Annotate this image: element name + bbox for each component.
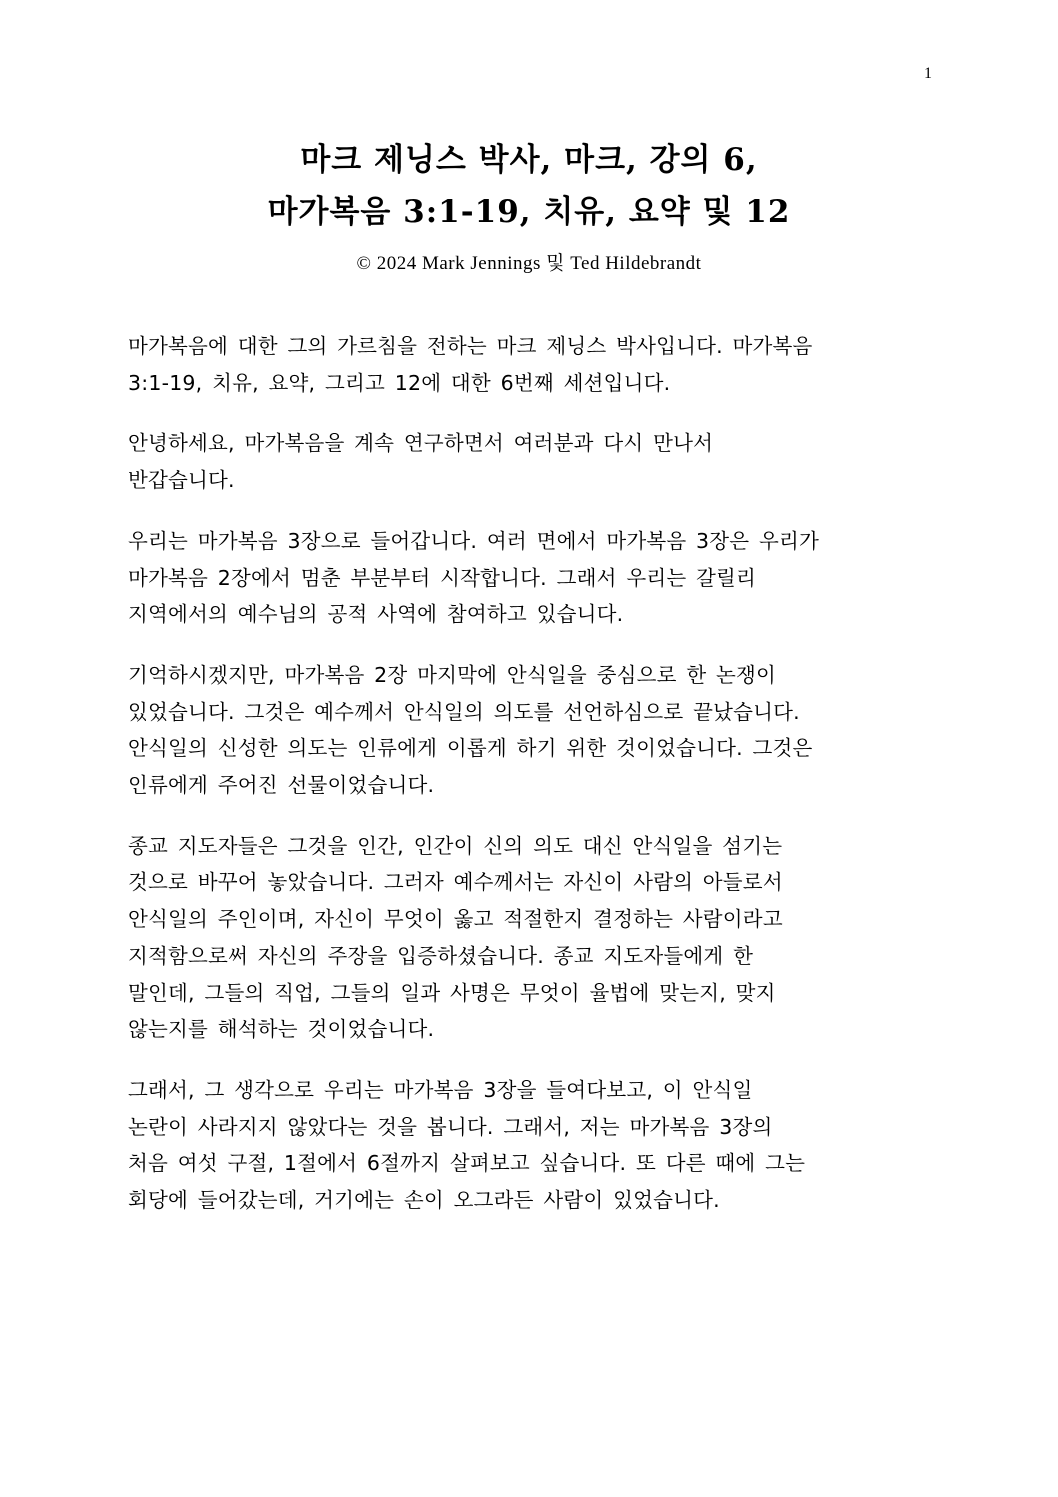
paragraph-line: 지적함으로써 자신의 주장을 입증하셨습니다. 종교 지도자들에게 한 [128, 943, 754, 968]
paragraph-verses-1-6 [128, 1072, 938, 1219]
paragraph-sabbath-controversy [128, 657, 938, 804]
paragraph-line: 기억하시겠지만, 마가복음 2장 마지막에 안식일을 중심으로 한 논쟁이 [128, 662, 777, 687]
body-text [128, 328, 938, 1243]
title-line-1: 마크 제닝스 박사, 마크, 강의 6, [300, 142, 758, 178]
paragraph-line: 안식일의 신성한 의도는 인류에게 이롭게 하기 위한 것이었습니다. 그것은 [128, 736, 813, 761]
paragraph-line: 않는지를 해석하는 것이었습니다. [128, 1017, 435, 1042]
title-line-2: 마가복음 3:1-19, 치유, 요약 및 12 [267, 194, 791, 230]
title-block [0, 134, 1058, 276]
paragraph-intro [128, 328, 938, 401]
paragraph-line: 마가복음에 대한 그의 가르침을 전하는 마크 제닝스 박사입니다. 마가복음 [128, 334, 813, 358]
paragraph-line: 말인데, 그들의 직업, 그들의 일과 사명은 무엇이 율법에 맞는지, 맞지 [128, 980, 776, 1005]
paragraph-line: 안녕하세요, 마가복음을 계속 연구하면서 여러분과 다시 만나서 [128, 431, 714, 456]
paragraph-line: 인류에게 주어진 선물이었습니다. [128, 773, 435, 798]
paragraph-line: 우리는 마가복음 3장으로 들어갑니다. 여러 면에서 마가복음 3장은 우리가 [128, 528, 820, 553]
paragraph-line: 그래서, 그 생각으로 우리는 마가복음 3장을 들여다보고, 이 안식일 [128, 1077, 753, 1102]
paragraph-line: 논란이 사라지지 않았다는 것을 봅니다. 그래서, 저는 마가복음 3장의 [128, 1114, 773, 1139]
paragraph-line: 반갑습니다. [128, 468, 235, 493]
page-number: 1 [924, 65, 932, 82]
paragraph-line: 지역에서의 예수님의 공적 사역에 참여하고 있습니다. [128, 602, 624, 627]
paragraph-line: 종교 지도자들은 그것을 인간, 인간이 신의 의도 대신 안식일을 섬기는 [128, 833, 783, 858]
paragraph-line: 안식일의 주인이며, 자신이 무엇이 옳고 적절한지 결정하는 사람이라고 [128, 907, 783, 932]
paragraph-line: 3:1-19, 치유, 요약, 그리고 12에 대한 6번째 세션입니다. [128, 370, 671, 395]
paragraph-greeting [128, 425, 938, 498]
paragraph-line: 있었습니다. 그것은 예수께서 안식일의 의도를 선언하심으로 끝났습니다. [128, 699, 800, 724]
paragraph-religious-leaders [128, 828, 938, 1048]
paragraph-chapter-3 [128, 523, 938, 633]
paragraph-line: 것으로 바꾸어 놓았습니다. 그러자 예수께서는 자신이 사람의 아들로서 [128, 870, 783, 895]
paragraph-line: 마가복음 2장에서 멈춘 부분부터 시작합니다. 그래서 우리는 갈릴리 [128, 565, 757, 590]
paragraph-line: 회당에 들어갔는데, 거기에는 손이 오그라든 사람이 있었습니다. [128, 1188, 720, 1213]
paragraph-line: 처음 여섯 구절, 1절에서 6절까지 살펴보고 싶습니다. 또 다른 때에 그는 [128, 1151, 806, 1176]
copyright-line: © 2024 Mark Jennings 및 Ted Hildebrandt [356, 253, 702, 274]
